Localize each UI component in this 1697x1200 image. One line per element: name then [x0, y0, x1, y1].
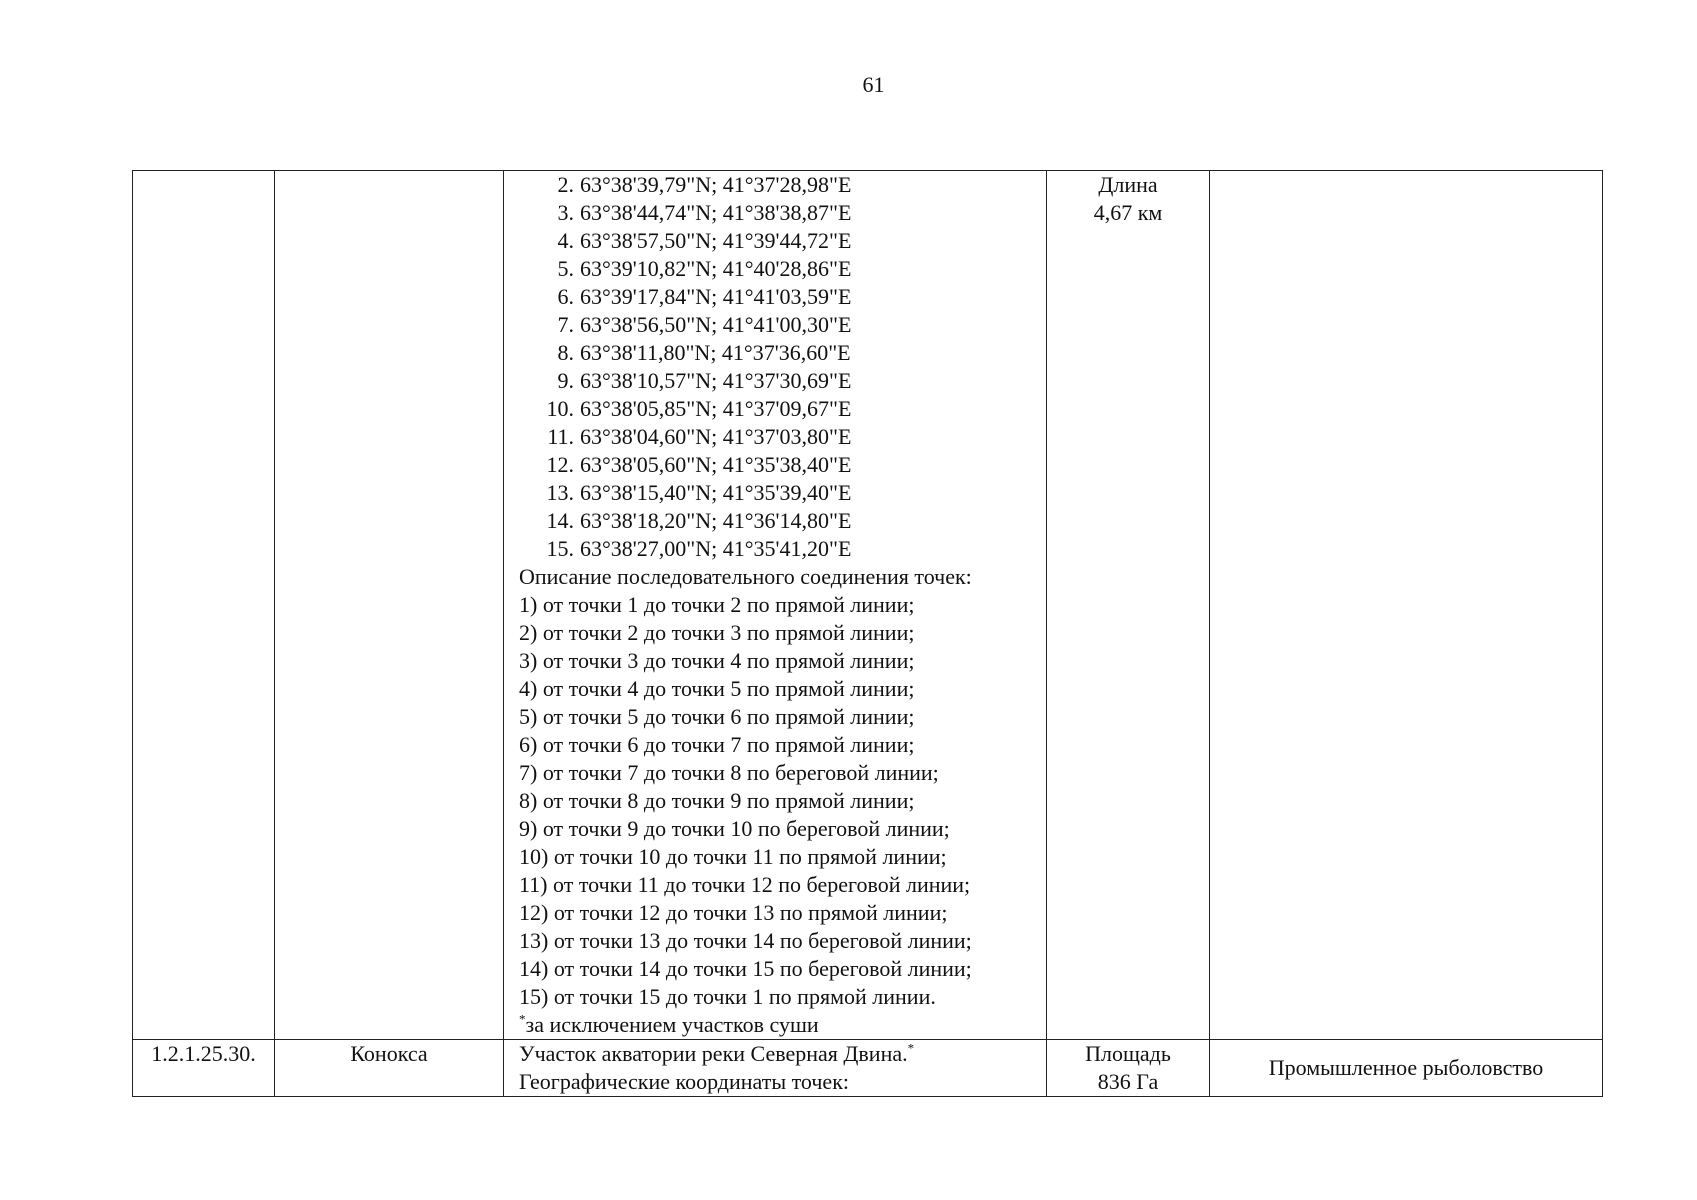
row-number-cell [133, 171, 275, 1040]
measure-label: Длина [1098, 172, 1158, 197]
coordinate-item [538, 311, 1046, 339]
description-heading: Описание последовательного соединения точек: [519, 564, 972, 589]
row-name-cell: Конокса [275, 1040, 504, 1097]
coordinate-number: 4. [557, 228, 574, 253]
connection-item: 2) от точки 2 до точки 3 по прямой линии; [519, 620, 915, 645]
row-measure-cell [1047, 1040, 1210, 1097]
connection-item: 9) от точки 9 до точки 10 по береговой линии; [519, 816, 950, 841]
coordinate-number: 14. [546, 508, 574, 533]
coordinate-item [538, 339, 1046, 367]
coordinate-text: 63°38'11,80"N; 41°37'36,60"E [580, 340, 851, 365]
coordinate-text: 63°38'27,00"N; 41°35'41,20"E [580, 536, 852, 561]
row-name-cell [275, 171, 504, 1040]
connection-item: 7) от точки 7 до точки 8 по береговой линии; [519, 760, 939, 785]
coordinate-number: 6. [557, 284, 574, 309]
row-measure-cell [1047, 171, 1210, 1040]
coordinate-number: 11. [547, 424, 574, 449]
coordinate-item [538, 171, 1046, 199]
connection-item: 13) от точки 13 до точки 14 по береговой линии; [519, 928, 972, 953]
connection-list [519, 591, 1046, 1011]
coordinate-item [538, 395, 1046, 423]
coordinate-text: 63°38'44,74"N; 41°38'38,87"E [580, 200, 852, 225]
coordinate-text: 63°38'05,60"N; 41°35'38,40"E [580, 452, 852, 477]
measure-value: 836 Га [1097, 1069, 1159, 1094]
footnote [519, 1011, 1046, 1039]
coordinate-item [538, 199, 1046, 227]
coordinate-number: 7. [557, 312, 574, 337]
row-description-cell [504, 171, 1047, 1040]
coordinate-item [538, 535, 1046, 563]
coordinate-number: 3. [557, 200, 574, 225]
connection-item: 14) от точки 14 до точки 15 по береговой линии; [519, 956, 972, 981]
row-purpose-cell [1210, 171, 1603, 1040]
coordinate-text: 63°38'39,79"N; 41°37'28,98"E [580, 172, 852, 197]
coordinate-text: 63°39'17,84"N; 41°41'03,59"E [580, 284, 852, 309]
coordinate-item [538, 507, 1046, 535]
connection-item: 3) от точки 3 до точки 4 по прямой линии; [519, 648, 915, 673]
fishing-areas-table [132, 170, 1603, 1097]
description-text: Участок акватории реки Северная Двина. [519, 1041, 908, 1066]
page-number: 61 [862, 72, 885, 97]
measure-label: Площадь [1085, 1041, 1171, 1066]
coordinate-item [538, 255, 1046, 283]
coordinate-item [538, 479, 1046, 507]
coordinate-number: 2. [557, 172, 574, 197]
table-row [133, 1040, 1603, 1097]
coordinate-number: 9. [557, 368, 574, 393]
coordinate-number: 15. [546, 536, 574, 561]
coordinate-item [538, 367, 1046, 395]
description-footnote-mark: * [907, 1040, 915, 1056]
connection-item: 8) от точки 8 до точки 9 по прямой линии; [519, 788, 915, 813]
coordinate-item [538, 227, 1046, 255]
coordinate-text: 63°38'04,60"N; 41°37'03,80"E [580, 424, 852, 449]
coordinate-text: 63°38'57,50"N; 41°39'44,72"E [580, 228, 852, 253]
description-line-1 [519, 1040, 1046, 1068]
description-line-2: Географические координаты точек: [519, 1069, 849, 1094]
coordinate-number: 5. [557, 256, 574, 281]
connection-item: 5) от точки 5 до точки 6 по прямой линии; [519, 704, 915, 729]
footnote-text: за исключением участков суши [525, 1012, 819, 1037]
coordinate-list [504, 171, 1046, 563]
coordinate-text: 63°38'10,57"N; 41°37'30,69"E [580, 368, 852, 393]
coordinate-item [538, 451, 1046, 479]
coordinate-item [538, 423, 1046, 451]
row-description-cell [504, 1040, 1047, 1097]
footnote-mark: * [519, 1011, 526, 1027]
connection-item: 4) от точки 4 до точки 5 по прямой линии; [519, 676, 915, 701]
connection-item: 6) от точки 6 до точки 7 по прямой линии; [519, 732, 915, 757]
connection-item: 12) от точки 12 до точки 13 по прямой линии; [519, 900, 948, 925]
coordinate-number: 10. [546, 396, 574, 421]
connection-item: 1) от точки 1 до точки 2 по прямой линии; [519, 592, 915, 617]
connection-item: 11) от точки 11 до точки 12 по береговой линии; [519, 872, 971, 897]
connection-item: 10) от точки 10 до точки 11 по прямой линии; [519, 844, 947, 869]
measure-value: 4,67 км [1093, 200, 1163, 225]
coordinate-text: 63°39'10,82"N; 41°40'28,86"E [580, 256, 852, 281]
coordinate-text: 63°38'05,85"N; 41°37'09,67"E [580, 396, 852, 421]
coordinate-text: 63°38'18,20"N; 41°36'14,80"E [580, 508, 852, 533]
coordinate-text: 63°38'15,40"N; 41°35'39,40"E [580, 480, 852, 505]
row-number-cell: 1.2.1.25.30. [133, 1040, 275, 1097]
coordinate-number: 12. [546, 452, 574, 477]
connection-item: 15) от точки 15 до точки 1 по прямой линии. [519, 984, 936, 1009]
table-row [133, 171, 1603, 1040]
coordinate-text: 63°38'56,50"N; 41°41'00,30"E [580, 312, 852, 337]
coordinate-number: 13. [546, 480, 574, 505]
row-purpose-cell: Промышленное рыболовство [1210, 1040, 1603, 1097]
coordinate-item [538, 283, 1046, 311]
coordinate-number: 8. [557, 340, 574, 365]
